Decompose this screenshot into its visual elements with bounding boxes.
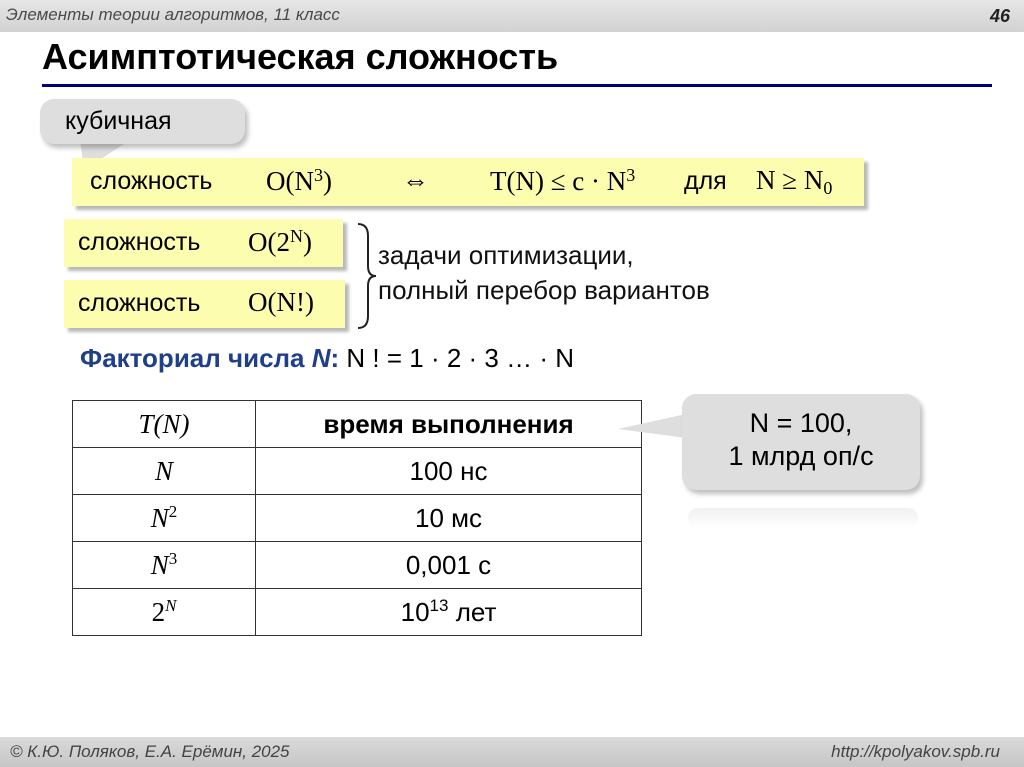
fact-order: O(N!) — [248, 287, 314, 317]
cubic-order: $O(N^3)$ — [266, 165, 332, 196]
complexity-exponential-box — [64, 219, 343, 267]
footer-url: http://kpolyakov.spb.ru — [831, 742, 1000, 761]
callout-reflection — [688, 508, 918, 528]
row-func: $N^2$ — [73, 495, 256, 542]
factorial-label: Факториал числа N: — [80, 343, 340, 373]
header-func: T(N) — [73, 401, 256, 448]
brace-note-line1: задачи оптимизации, — [378, 240, 634, 270]
page-number: 46 — [989, 6, 1010, 26]
callout-cubic: кубичная — [40, 99, 245, 144]
factorial-formula: N ! = 1 · 2 · 3 … · N — [339, 343, 574, 373]
callout-params-line1: N = 100, — [749, 408, 853, 438]
complexity-cubic-box — [72, 158, 864, 206]
cubic-for: для — [684, 167, 727, 195]
cubic-condition: $N \ge N_0$ — [756, 165, 833, 198]
row-time: $10^{13}$ лет — [256, 589, 642, 636]
callout-params-tail — [616, 412, 688, 442]
exp-label: сложность — [78, 228, 201, 256]
callout-params-line2: 1 млрд оп/с — [728, 441, 874, 471]
footer-bar — [0, 737, 1024, 767]
complexity-table — [72, 400, 642, 636]
row-func: $2^N$ — [73, 589, 256, 636]
row-func: N — [73, 448, 256, 495]
cubic-bound: $T(N) \le c \cdot N^3$ — [490, 165, 636, 196]
cubic-label: сложность — [90, 167, 213, 195]
header-time: время выполнения — [256, 401, 642, 448]
row-time: 10 мс — [256, 495, 642, 542]
course-title: Элементы теории алгоритмов, 11 класс — [6, 5, 340, 24]
title-underline — [42, 84, 992, 87]
brace-note — [378, 238, 710, 308]
slide-title: Асимптотическая сложность — [42, 36, 559, 77]
brace-note-line2: полный перебор вариантов — [378, 275, 710, 305]
equivalence-icon: ⇔ — [402, 165, 429, 195]
exp-order: $O(2^N)$ — [248, 226, 312, 257]
footer-authors: © К.Ю. Поляков, Е.А. Ерёмин, 2025 — [10, 742, 290, 761]
table-header-row — [73, 401, 642, 448]
row-time: 100 нс — [256, 448, 642, 495]
row-func: $N^3$ — [73, 542, 256, 589]
factorial-definition — [80, 343, 574, 374]
header-bar — [0, 0, 1024, 32]
fact-label: сложность — [78, 289, 201, 317]
table-row — [73, 495, 642, 542]
row-time: 0,001 с — [256, 542, 642, 589]
curly-brace-icon — [354, 222, 380, 330]
complexity-factorial-box — [64, 280, 345, 328]
table-row — [73, 589, 642, 636]
callout-params — [682, 394, 920, 490]
table-row — [73, 542, 642, 589]
table-row — [73, 448, 642, 495]
